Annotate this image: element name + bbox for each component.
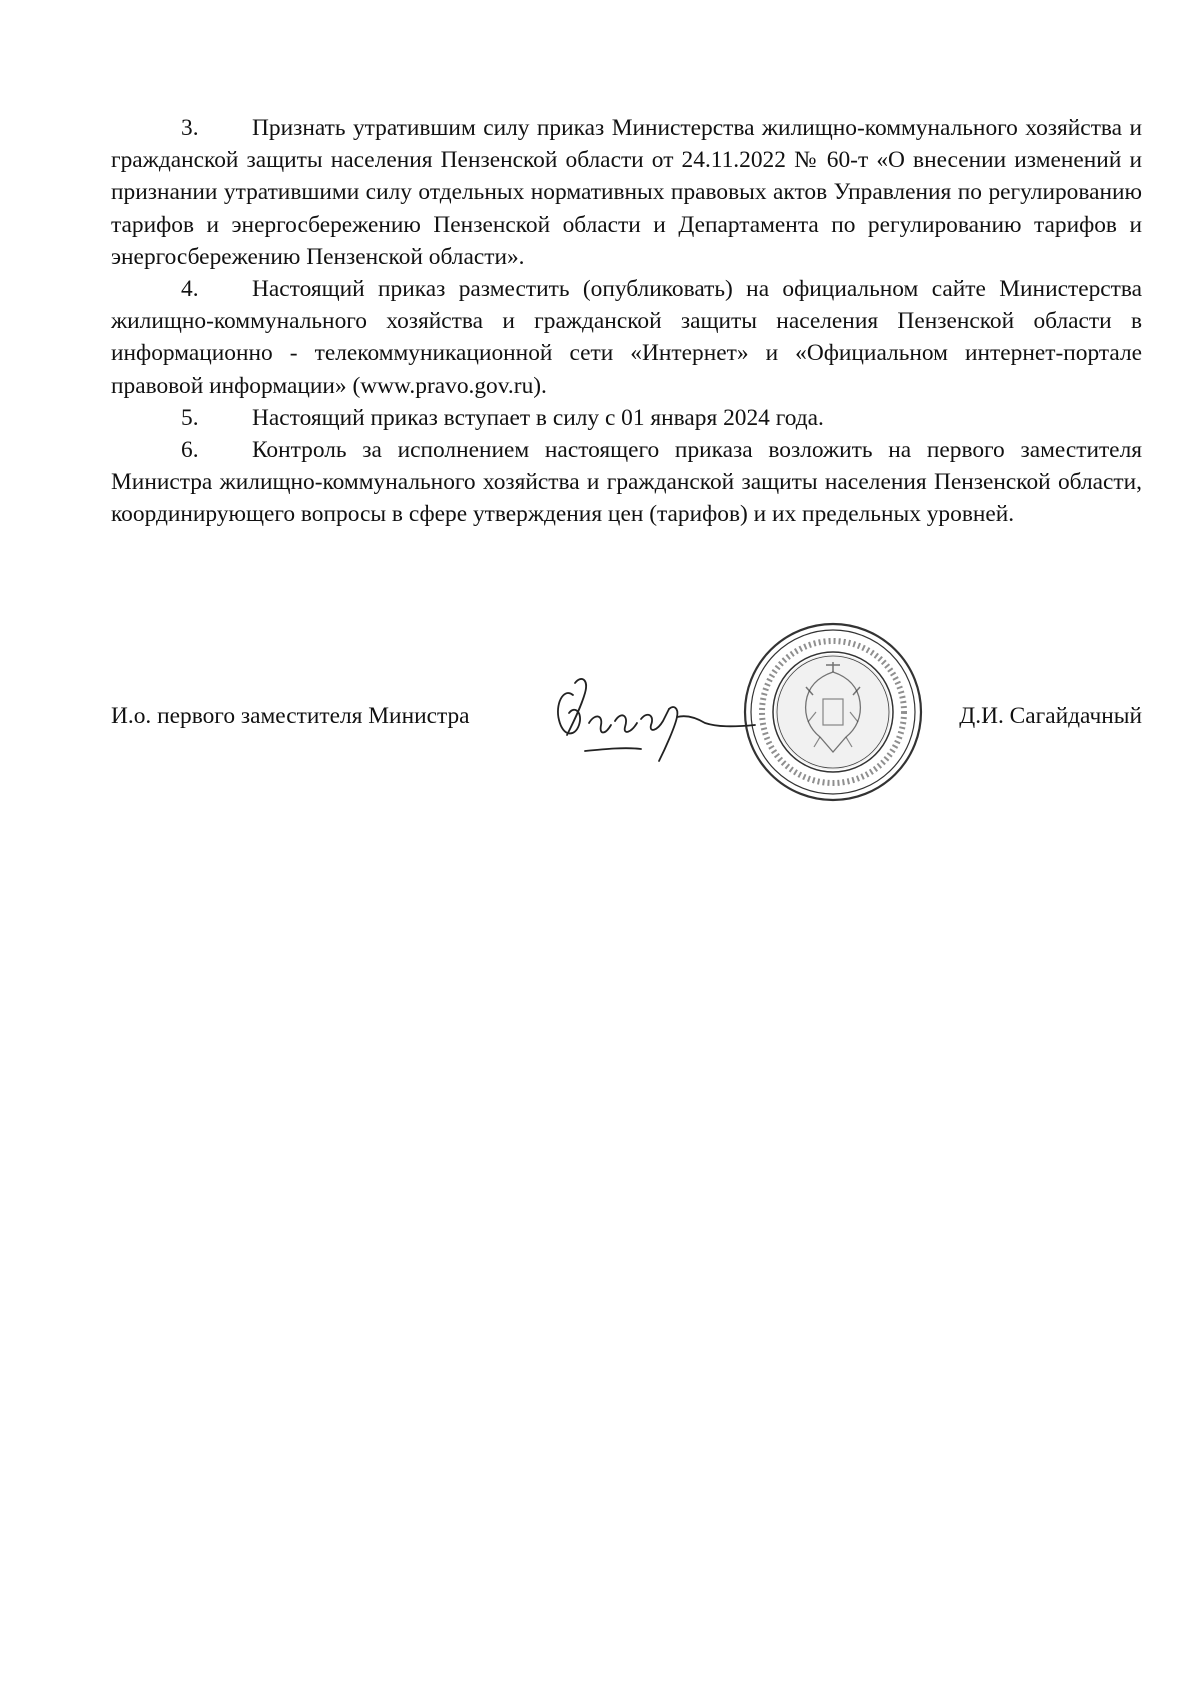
document-item-6: [111, 434, 1142, 531]
official-seal-icon: [738, 617, 928, 807]
document-item-3: [111, 112, 1142, 273]
item-text: Признать утратившим силу приказ Министерства жилищно-коммунального хозяйства и гражданской защиты населения Пензенской области от 24.11.2022 № 60-т «О внесении изменений и признании утратившими силу отдельных нормативных правовых актов Управления по регулированию тарифов и энергосбережению Пензенской области и Департамента по регулированию тарифов и энергосбережению Пензенской области».: [111, 115, 1142, 270]
item-number: 6.: [181, 437, 199, 464]
signer-position: И.о. первого заместителя Министра: [111, 703, 470, 729]
document-item-4: [111, 273, 1142, 402]
item-text: Контроль за исполнением настоящего приказа возложить на первого заместителя Министра жилищно-коммунального хозяйства и гражданской защиты населения Пензенской области, координирующего вопросы в сфере утверждения цен (тарифов) и их предельных уровней.: [111, 437, 1142, 528]
handwritten-signature-icon: [545, 665, 765, 775]
item-text: Настоящий приказ разместить (опубликовать) на официальном сайте Министерства жилищно-коммунального хозяйства и гражданской защиты населения Пензенской области в информационно - телекоммуникационной сети «Интернет» и «Официальном интернет-портале правовой информации» (www.pravo.gov.ru).: [111, 276, 1142, 399]
document-body: [111, 112, 1142, 531]
item-number: 5.: [181, 404, 199, 431]
item-number: 3.: [181, 115, 199, 141]
item-number: 4.: [181, 276, 199, 303]
signer-name: Д.И. Сагайдачный: [959, 703, 1142, 729]
item-text: Настоящий приказ вступает в силу с 01 января 2024 года.: [252, 404, 824, 431]
document-item-5: [111, 402, 1142, 434]
